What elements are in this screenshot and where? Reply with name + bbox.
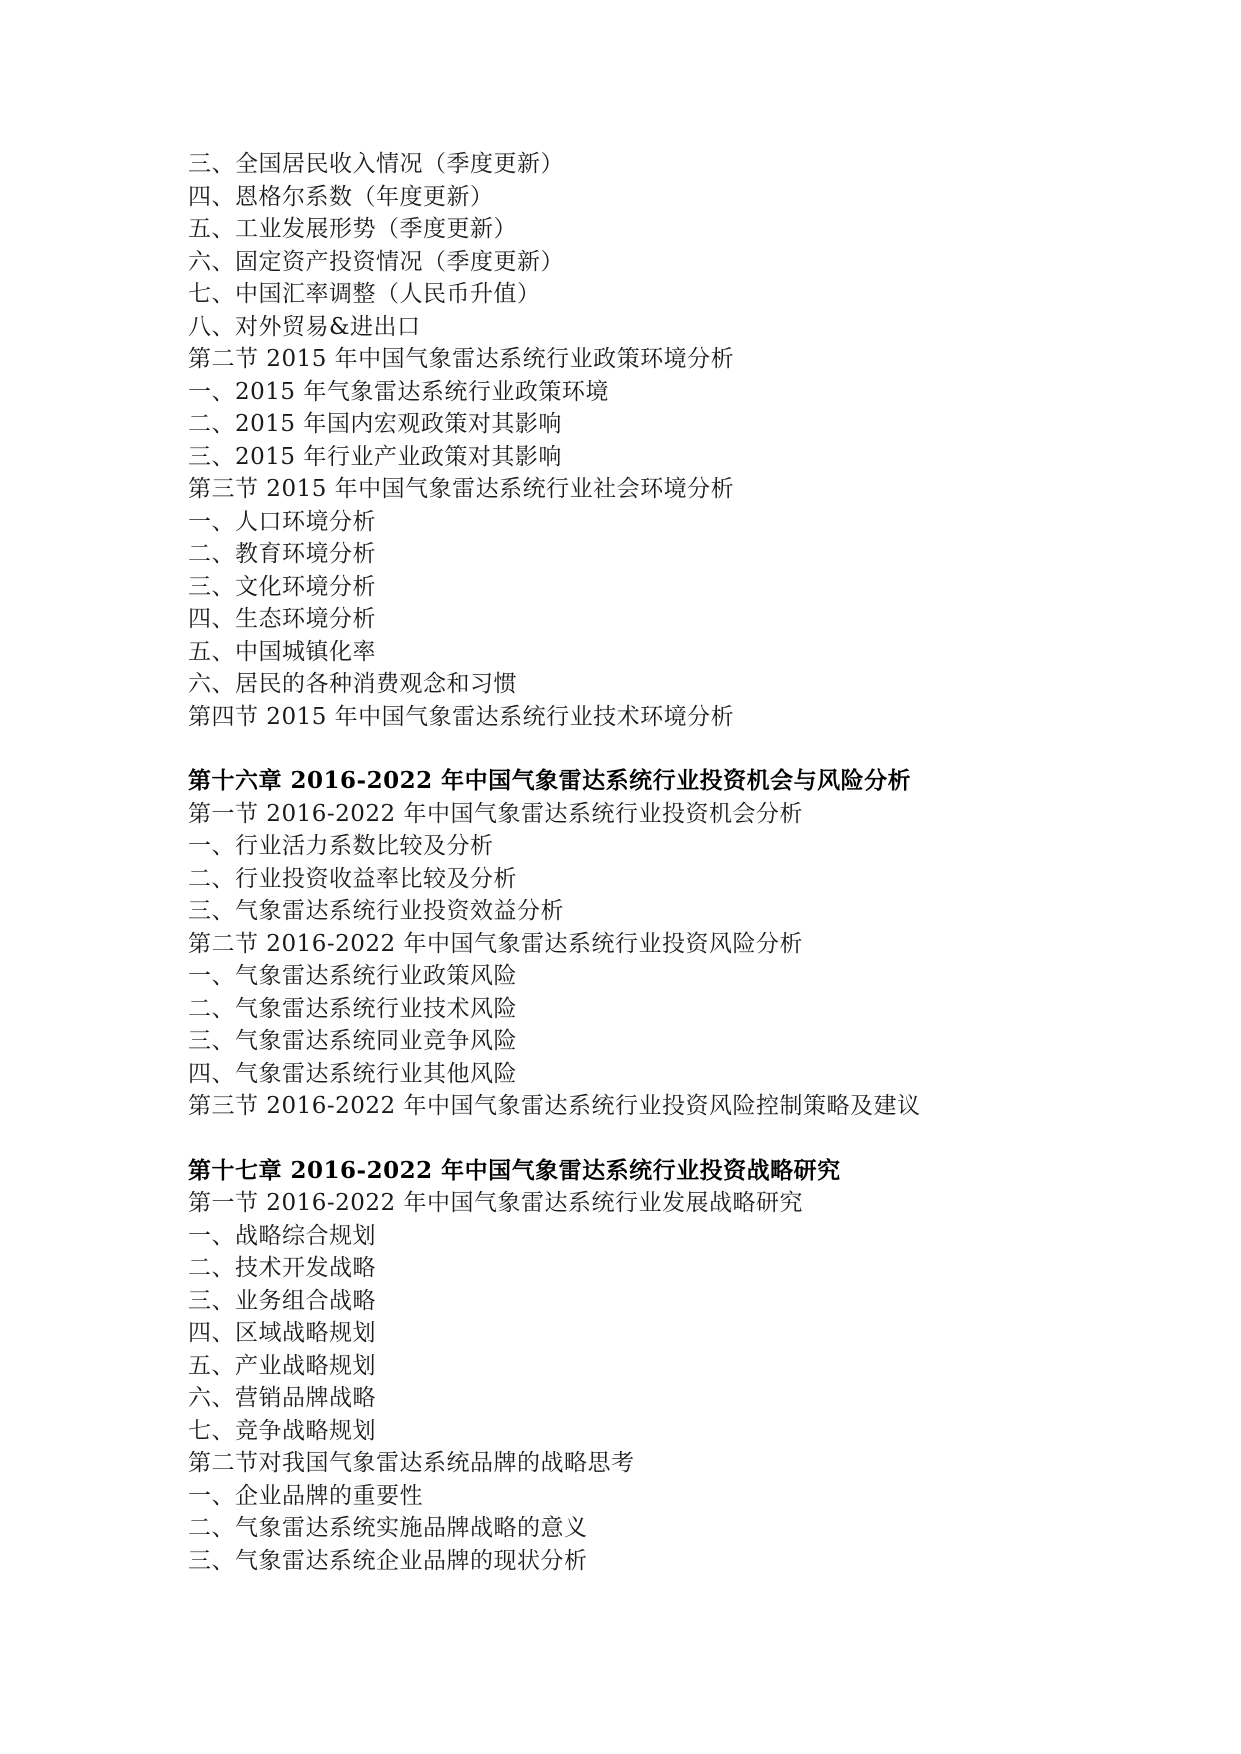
toc-section-heading: 第二节 2016-2022 年中国气象雷达系统行业投资风险分析 xyxy=(188,930,803,957)
toc-chapter-17-block xyxy=(188,1155,1188,1578)
toc-page xyxy=(188,148,1188,1577)
toc-chapter-heading: 第十七章 2016-2022 年中国气象雷达系统行业投资战略研究 xyxy=(188,1156,841,1184)
toc-item: 一、战略综合规划 xyxy=(188,1222,376,1249)
toc-item: 六、营销品牌战略 xyxy=(188,1385,376,1411)
toc-item: 三、全国居民收入情况（季度更新） xyxy=(188,151,564,177)
spacer xyxy=(188,1123,1188,1155)
toc-item: 一、企业品牌的重要性 xyxy=(188,1482,423,1509)
toc-section-heading: 第一节 2016-2022 年中国气象雷达系统行业投资机会分析 xyxy=(188,800,803,827)
toc-item: 七、竞争战略规划 xyxy=(188,1417,376,1444)
toc-item: 八、对外贸易&进出口 xyxy=(188,313,421,340)
toc-chapter-heading: 第十六章 2016-2022 年中国气象雷达系统行业投资机会与风险分析 xyxy=(188,767,912,794)
toc-section-heading: 第一节 2016-2022 年中国气象雷达系统行业发展战略研究 xyxy=(188,1190,803,1216)
toc-item: 一、行业活力系数比较及分析 xyxy=(188,833,494,859)
toc-item: 四、恩格尔系数（年度更新） xyxy=(188,183,494,210)
toc-item: 一、气象雷达系统行业政策风险 xyxy=(188,963,517,989)
toc-section-heading: 第三节 2016-2022 年中国气象雷达系统行业投资风险控制策略及建议 xyxy=(188,1093,921,1119)
spacer xyxy=(188,733,1188,765)
toc-item: 五、中国城镇化率 xyxy=(188,638,376,665)
toc-item: 一、人口环境分析 xyxy=(188,508,376,535)
toc-item: 四、气象雷达系统行业其他风险 xyxy=(188,1060,517,1087)
toc-item: 三、业务组合战略 xyxy=(188,1287,376,1314)
toc-item: 三、气象雷达系统行业投资效益分析 xyxy=(188,898,564,924)
toc-item: 三、气象雷达系统同业竞争风险 xyxy=(188,1028,517,1054)
toc-section-heading: 第二节 2015 年中国气象雷达系统行业政策环境分析 xyxy=(188,346,735,372)
toc-item: 二、技术开发战略 xyxy=(188,1255,376,1281)
toc-item: 五、产业战略规划 xyxy=(188,1352,376,1379)
toc-chapter-16-block xyxy=(188,765,1188,1123)
toc-section-heading: 第二节对我国气象雷达系统品牌的战略思考 xyxy=(188,1450,635,1476)
toc-item: 五、工业发展形势（季度更新） xyxy=(188,216,517,242)
toc-section-block-1 xyxy=(188,148,1188,733)
toc-section-heading: 第三节 2015 年中国气象雷达系统行业社会环境分析 xyxy=(188,476,735,502)
toc-item: 六、居民的各种消费观念和习惯 xyxy=(188,671,517,697)
toc-item: 一、2015 年气象雷达系统行业政策环境 xyxy=(188,378,609,405)
toc-item: 四、区域战略规划 xyxy=(188,1320,376,1346)
toc-item: 三、2015 年行业产业政策对其影响 xyxy=(188,443,562,470)
toc-item: 七、中国汇率调整（人民币升值） xyxy=(188,281,541,307)
toc-item: 二、教育环境分析 xyxy=(188,541,376,567)
toc-item: 二、2015 年国内宏观政策对其影响 xyxy=(188,411,562,437)
toc-item: 三、文化环境分析 xyxy=(188,573,376,600)
toc-item: 二、气象雷达系统行业技术风险 xyxy=(188,995,517,1022)
toc-item: 四、生态环境分析 xyxy=(188,606,376,632)
toc-item: 六、固定资产投资情况（季度更新） xyxy=(188,248,564,275)
toc-item: 二、行业投资收益率比较及分析 xyxy=(188,865,517,892)
toc-item: 三、气象雷达系统企业品牌的现状分析 xyxy=(188,1547,588,1574)
toc-item: 二、气象雷达系统实施品牌战略的意义 xyxy=(188,1515,588,1541)
toc-section-heading: 第四节 2015 年中国气象雷达系统行业技术环境分析 xyxy=(188,703,735,730)
